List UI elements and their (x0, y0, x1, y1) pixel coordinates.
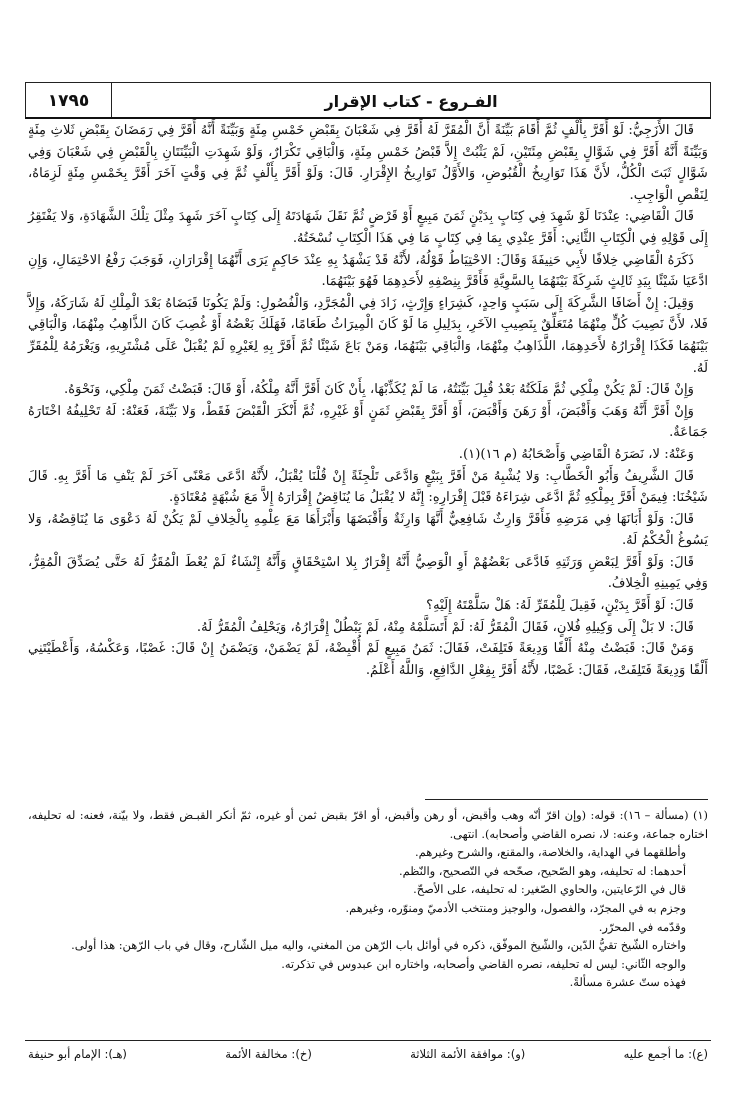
legend-mukhalafa: (خ): مخالفة الأئمة (225, 1047, 312, 1061)
legend-abu-hanifa: (هـ): الإمام أبو حنيفة (28, 1047, 127, 1061)
paragraph: وَقِيلَ: إِنْ أَضَافَا الشَّرِكَةَ إِلَى سَبَبٍ وَاحِدٍ، كَشِرَاءٍ وَإِرْثٍ، زَادَ فِي الْمُجَرَّدِ، وَالْفُصُولِ: وَلَمْ يَكُونَا قَبَضَاهُ بَعْدَ الْمِلْكِ لَهُ شَارَكَهُ، وَإِلاَّ فَلا، لأَنَّ نَصِيبَ كُلٍّ مِنْهُمَا مُتَعَلِّقٌ بِنَصِيبِ الآخَرِ، بِدَلِيلِ مَا لَوْ كَانَ الْمِيرَاثُ طَعَامًا، فَهَلَكَ بَعْضُهُ أَوْ غُصِبَ كَانَ الذَّاهِبُ مِنْهُمَا، وَالْبَاقِي بَيْنَهُمَا فَكَذَا إِقْرَارُهُ لأَحَدِهِمَا، اللَّذَاهِبُ مِنْهُمَا، وَالْبَاقِي بَيْنَهُمَا، وَمَنْ بَاعَ شَيْئًا ثُمَّ أَقَرَّ بِهِ لِغَيْرِهِ لَمْ يُقْبَلْ عَلَى مُشْتَرِيهِ، وَيَغْرَمُهُ لِلْمُقَرِّ لَهُ. (28, 295, 708, 376)
paragraph: قَالَ الشَّرِيفُ وَأَبُو الْخَطَّابِ: وَلا يُشْبِهُ مَنْ أَقَرَّ بِبَيْعٍ وَادَّعَى تَلْجِئَةً إِنْ قُلْنَا يُقْبَلُ، لأَنَّهُ ادَّعَى مَعْنًى آخَرَ لَمْ يَنْفِ مَا أَقَرَّ بِهِ. قَالَ شَيْخُنَا: فِيمَنْ أَقَرَّ بِمِلْكِهِ ثُمَّ ادَّعَى شِرَاءَهُ قَبْلَ إِقْرَارِهِ: إِنَّهُ لا يُقْبَلُ مَا يُنَاقِضُ إِقْرَارَهُ إِلاَّ مَعَ شُبْهَةٍ مُعْتَادَةٍ. (28, 468, 708, 506)
footnote-line: قال في الرّعايتين، والحاوي الصّغير: له تحليفه، على الأصحّ. (413, 882, 686, 897)
footnote-line: وأطلقهما في الهداية، والخلاصة، والمقنع، والشرح وغيرهم. (415, 845, 686, 860)
paragraph: قَالَ: وَلَوْ أَقَرَّ لِبَعْضِ وَرَثَتِهِ فَادَّعَى بَعْضُهُمْ أَوِ الْوَصِيُّ أَنَّهُ إِقْرَارٌ بِلا اسْتِحْقَاقٍ وَأَنَّهُ إِنْشَاءٌ لَمْ يُعْطَ الْمُقَرُّ لَهُ حَتَّى يُصَدِّقَ الْمُقِرُّ، وَفِي يَمِينِهِ الْخِلافُ. (28, 554, 708, 592)
paragraph: قَالَ الْقَاضِي: عِنْدَنَا لَوْ شَهِدَ فِي كِتَابٍ بِدَيْنٍ ثَمَنَ مَبِيعٍ أَوْ قَرْضٍ ثُمَّ نَقَلَ شَهَادَتَهُ إِلَى كِتَابٍ آخَرَ شَهِدَ مِثْلَ تِلْكَ الشَّهَادَةِ، وَلا يَفْتَقِرُ إِلَى قَوْلِهِ فِي الْكِتَابِ الثَّانِي: أَقَرَّ عِنْدِي بِمَا فِي كِتَابٍ مَا فِي هَذَا الْكِتَابِ نُسْخَتُهُ. (28, 209, 708, 246)
page-number: ١٧٩٥ (26, 83, 112, 119)
footnote-line: فهذه ستّ عشرة مسألةً. (569, 975, 686, 990)
paragraph: وَإِنْ أَقَرَّ أَنَّهُ وَهَبَ وَأَقْبَضَ، أَوْ رَهَنَ وَأَقْبَضَ، أَوْ أَقَرَّ بِقَبْضِ ثَمَنٍ أَوْ غَيْرِهِ، ثُمَّ أَنْكَرَ الْقَبْضَ فَقَطْ، وَلا بَيِّنَةَ، فَعَنْهُ: لَهُ تَحْلِيفُهُ اخْتَارَهُ جَمَاعَةٌ. (28, 403, 708, 441)
legend-muwafaqa: (و): موافقة الأئمة الثلاثة (410, 1047, 526, 1061)
paragraph: وَإِنْ قَالَ: لَمْ يَكُنْ مِلْكِي ثُمَّ مَلَكَتُهُ بَعْدُ قُبِلَ بَيِّنَتُهُ، مَا لَمْ يُكَذِّبْهَا، بِأَنْ كَانَ أَقَرَّ أَنَّهُ مِلْكُهُ، أَوْ قَالَ: قَبَضْتُ ثَمَنَ مِلْكِي، وَنَحْوَهُ. (64, 382, 694, 398)
main-text (28, 120, 708, 681)
page-header (25, 82, 711, 119)
footnote-separator (425, 799, 708, 800)
footnote-line: وجزم به في المجرّد، والفصول، والوجيز ومنتخب الأدميّ ومنوّره، وغيرهم. (345, 900, 686, 915)
header-rule (25, 117, 711, 119)
running-title: الفـروع - كتاب الإقرار (324, 91, 498, 111)
paragraph: قَالَ: لا بَلْ إِلَى وَكِيلِهِ فُلانٍ، فَقَالَ الْمُقَرُّ لَهُ: لَمْ أَتَسَلَّمْهُ مِنْهُ، لَمْ يَبْطُلْ إِقْرَارُهُ، وَيَحْلِفُ الْمُقَرُّ لَهُ. (196, 619, 694, 635)
legend-ijma: (ع): ما أجمع عليه (623, 1047, 708, 1061)
footnote-line: واختاره الشّيخ تقيُّ الدّين، والشّيخ الموفّق، ذكره في أوائل باب الرّهن من المغني، واليه ميل الشّارح، وقال في باب الرّهن: هذا أولى. (71, 938, 686, 953)
paragraph: قَالَ الأَزَجِيُّ: لَوْ أَقَرَّ بِأَلْفٍ ثُمَّ أَقَامَ بَيِّنَةً أَنَّ الْمُقَرَّ لَهُ أَقَرَّ فِي شَعْبَانَ بِقَبْضِ خَمْسِ مِئَةٍ وَبَيِّنَةً أَنَّهُ أَقَرَّ فِي رَمَضَانَ بِقَبْضِ ثَلاثِ مِئَةٍ وَبَيِّنَةً أَنَّهُ أَقَرَّ فِي شَوَّالٍ بِقَبْضِ مِئَتَيْنِ، لَمْ يَثْبُتْ إِلاَّ قَبْضُ خَمْسِ مِئَةٍ، وَالْبَاقِي تَكْرَارٌ، وَلَوْ شَهِدَتِ الْبَيِّنَتَانِ بِالْقَبْضِ فِي شَعْبَانَ وَفِي شَوَّالٍ ثَبَتَ الْكُلُّ، لأَنَّ هَذَا تَوَارِيخُ الْقُبُوضِ، وَالأَوَّلُ تَوَارِيخُ الإِقْرَارِ. قَالَ: وَلَوْ أَقَرَّ بِأَلْفٍ ثُمَّ فِي وَقْتٍ آخَرَ أَقَرَّ بِخَمْسِ مِئَةٍ لَزِمَاهُ، لِنَقْصِ الْوَاجِبِ. (28, 123, 708, 203)
footnotes (28, 806, 708, 992)
footnote: (١) (مسألة – ١٦): قوله: (وإن اقرّ أنّه وهب وأقبض، أو رهن وأقبض، أو اقرّ بقبض ثمن أو غيره، ثمّ أنكر القبـض فقط، ولا بيّنة، فعنه: له تحليفه، اختاره جماعة، وعنه: لا، نصره القاضي وأصحابه). انتهى. (28, 808, 708, 841)
footnote-line: أحدهما: له تحليفه، وهو الصّحيح، صحّحه في التّصحيح، والنّظم. (399, 863, 686, 878)
footnote-line: والوجه الثّاني: ليس له تحليفه، نصره القاضي وأصحابه، واختاره ابن عبدوس في تذكرته. (281, 956, 686, 971)
legend-rule (25, 1040, 711, 1041)
paragraph: قَالَ: وَلَوْ أَبَانَهَا فِي مَرَضِهِ فَأَقَرَّ وَارِثٌ شَافِعِيٌّ أَنَّهَا وَارِثَةٌ وَأَقْبَضَهَا وَأَبْرَأَهَا مَعَ عِلْمِهِ بِالْخِلافِ لَمْ يَكُنْ لَهُ دَعْوَى مَا يُنَاقِضُهُ، وَلا يَسُوغُ الْحُكْمُ لَهُ. (28, 511, 708, 549)
paragraph: وَعَنْهُ: لا، نَصَرَهُ الْقَاضِي وَأَصْحَابُهُ (م ١٦)(١). (458, 446, 694, 462)
paragraph: وَمَنْ قَالَ: قَبَضْتُ مِنْهُ أَلْفًا وَدِيعَةً فَتَلِفَتْ، فَقَالَ: ثَمَنُ مَبِيعٍ لَمْ أُقْبِضْهُ، لَمْ يَضْمَنْ، وَيَضْمَنُ إِنْ قَالَ: غَصْبًا، وَعَكْسُهُ، وَأَعْطَيْتَنِي أَلْفًا وَدِيعَةً فَتَلِفَتْ، فَقَالَ: غَصْبًا، لأَنَّهُ أَقَرَّ بِفِعْلِ الدَّافِعِ، وَاللَّهُ أَعْلَمُ. (28, 641, 708, 678)
paragraph: ذَكَرَهُ الْقَاضِي خِلافًا لأَبِي حَنِيفَةَ وَقَالَ: الاحْتِيَاطُ قَوْلُهُ، لأَنَّهُ قَدْ يَشْهَدُ بِهِ عِنْدَ حَاكِمٍ يَرَى أَنَّهُمَا إِقْرَارَانِ، فَوَجَبَ رَفْعُ الاحْتِمَالِ، وَإِنِ ادَّعَيَا شَيْئًا بِيَدِ ثَالِثٍ شَرِكَةً بَيْنَهُمَا بِالسَّوِيَّةِ فَأَقَرَّ بِنِصْفِهِ لأَحَدِهِمَا فَهُوَ بَيْنَهُمَا. (28, 252, 708, 290)
paragraph: قَالَ: لَوْ أَقَرَّ بِدَيْنٍ، فَقِيلَ لِلْمُقَرِّ لَهُ: هَلْ سَلَّمْتَهُ إِلَيْهِ؟ (426, 598, 694, 614)
abbreviation-legend (28, 1043, 708, 1065)
footnote-line: وقدّمه في المحرّر. (598, 919, 686, 934)
